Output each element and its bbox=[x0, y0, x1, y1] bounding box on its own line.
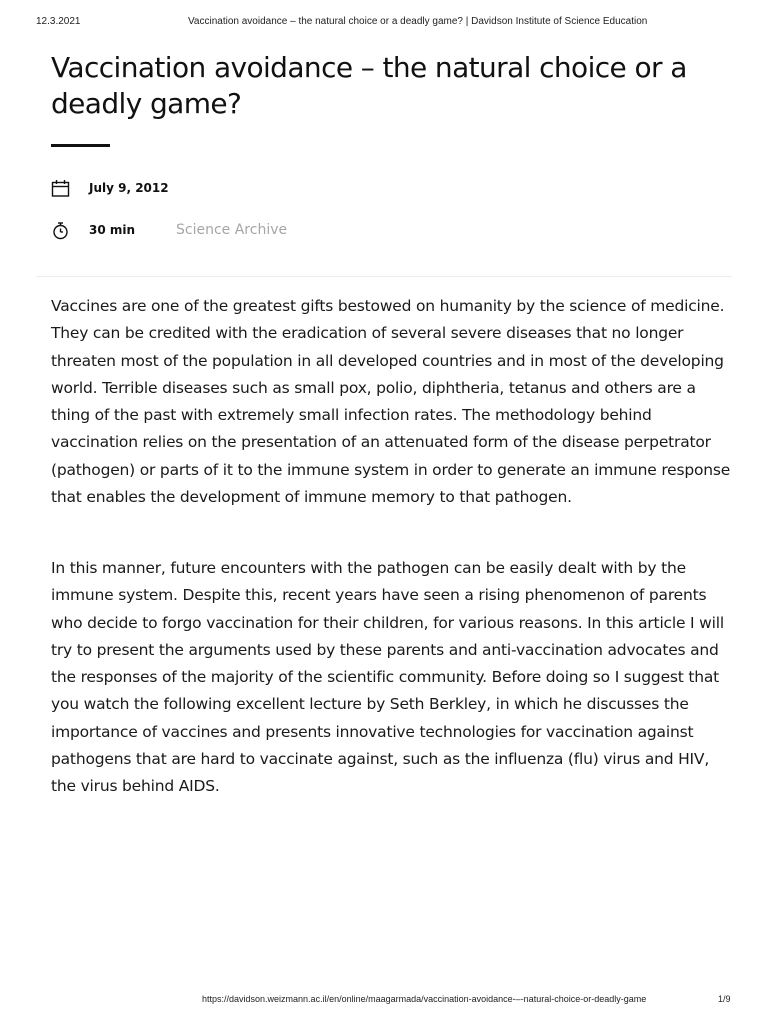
article-paragraph: Vaccines are one of the greatest gifts bestowed on humanity by the science of medicine. They can be credited with the eradication of several severe diseases that no longer threaten most of the population in all developed countries and in most of the developing world. Terrible diseases such as small pox, polio, diphtheria, tetanus and others are a thing of the past with extremely small infection rates. The methodology behind vaccination relies on the presentation of an attenuated form of the disease perpetrator (pathogen) or parts of it to the immune system in order to generate an immune response that enables the development of immune memory to that pathogen. bbox=[51, 297, 731, 507]
page-number: 1/9 bbox=[718, 994, 731, 1004]
print-date: 12.3.2021 bbox=[36, 16, 81, 27]
print-footer bbox=[0, 994, 768, 1008]
category-link[interactable]: Science Archive bbox=[176, 222, 288, 238]
article-paragraph: In this manner, future encounters with the pathogen can be easily dealt with by the immune system. Despite this, recent years have seen a rising phenomenon of parents who decide to forgo vaccination for their children, for various reasons. In this article I will try to present the arguments used by these parents and anti-vaccination advocates and the responses of the majority of the scientific community. Before doing so I suggest that you watch the following excellent lecture by Seth Berkley, in which he discusses the importance of vaccines and presents innovative technologies for vaccination against pathogens that are hard to vaccinate against, such as the influenza (flu) virus and HIV, the virus behind AIDS. bbox=[51, 559, 724, 796]
print-page-title: Vaccination avoidance – the natural choice or a deadly game? | Davidson Institute of Science Education bbox=[188, 16, 648, 27]
meta-divider bbox=[36, 276, 732, 277]
calendar-icon bbox=[51, 179, 70, 198]
stopwatch-icon bbox=[51, 221, 70, 240]
article-date-row bbox=[51, 177, 169, 199]
reading-time-row bbox=[51, 219, 288, 241]
print-header bbox=[0, 16, 768, 30]
print-url: https://davidson.weizmann.ac.il/en/online/maagarmada/vaccination-avoidance-–-natural-choice-or-deadly-game bbox=[202, 994, 647, 1004]
article-title: Vaccination avoidance – the natural choice or a deadly game? bbox=[51, 51, 687, 120]
title-underline bbox=[51, 144, 110, 147]
reading-time: 30 min bbox=[89, 223, 136, 237]
article-date: July 9, 2012 bbox=[89, 181, 169, 195]
